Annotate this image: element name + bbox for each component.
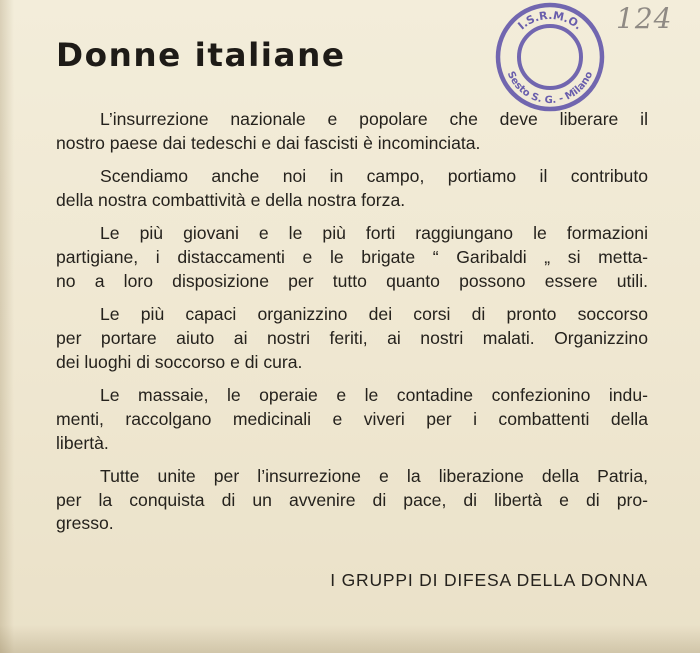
text-line: menti, raccolgano medicinali e viveri per i combattenti della [56,408,648,429]
archive-number: 124 [616,2,673,35]
paragraph [56,165,648,213]
paragraph [56,465,648,536]
text-line: Le massaie, le operaie e le contadine confezionino indu- [100,384,648,405]
stamp-top-text: I.S.R.M.O. [515,8,585,33]
text-line: nostro paese dai tedeschi e dai fascisti è incominciata. [56,132,481,153]
text-line: gresso. [56,513,114,534]
archive-stamp [495,2,605,112]
text-line: per la conquista di un avvenire di pace, di libertà e di pro- [56,489,648,510]
stamp-bottom-text: Sesto S. G. - Milano [504,69,596,107]
paragraph [56,222,648,293]
text-line: Scendiamo anche noi in campo, portiamo il contributo [100,166,648,187]
page-bottom-shadow [0,625,700,653]
text-line: partigiane, i distaccamenti e le brigate “ Garibaldi „ si metta- [56,246,648,267]
text-line: libertà. [56,432,109,453]
page-edge-shadow [0,0,14,653]
paragraph [56,384,648,455]
text-line: Le più giovani e le più forti raggiungano le formazioni [100,223,648,244]
document-body [56,108,648,546]
paragraph [56,303,648,374]
text-line: Tutte unite per l’insurrezione e la liberazione della Patria, [100,465,648,486]
text-line: Le più capaci organizzino dei corsi di pronto soccorso [100,304,648,325]
text-line: della nostra combattività e della nostra forza. [56,189,406,210]
document-title: Donne italiane [56,36,346,74]
signature: I GRUPPI DI DIFESA DELLA DONNA [330,570,648,590]
text-line: dei luoghi di soccorso e di cura. [56,351,303,372]
text-line: per portare aiuto ai nostri feriti, ai nostri malati. Organizzino [56,327,648,348]
text-line: L’insurrezione nazionale e popolare che deve liberare il [100,109,648,129]
text-line: no a loro disposizione per tutto quanto possono essere utili. [56,270,648,291]
paragraph [56,108,648,156]
